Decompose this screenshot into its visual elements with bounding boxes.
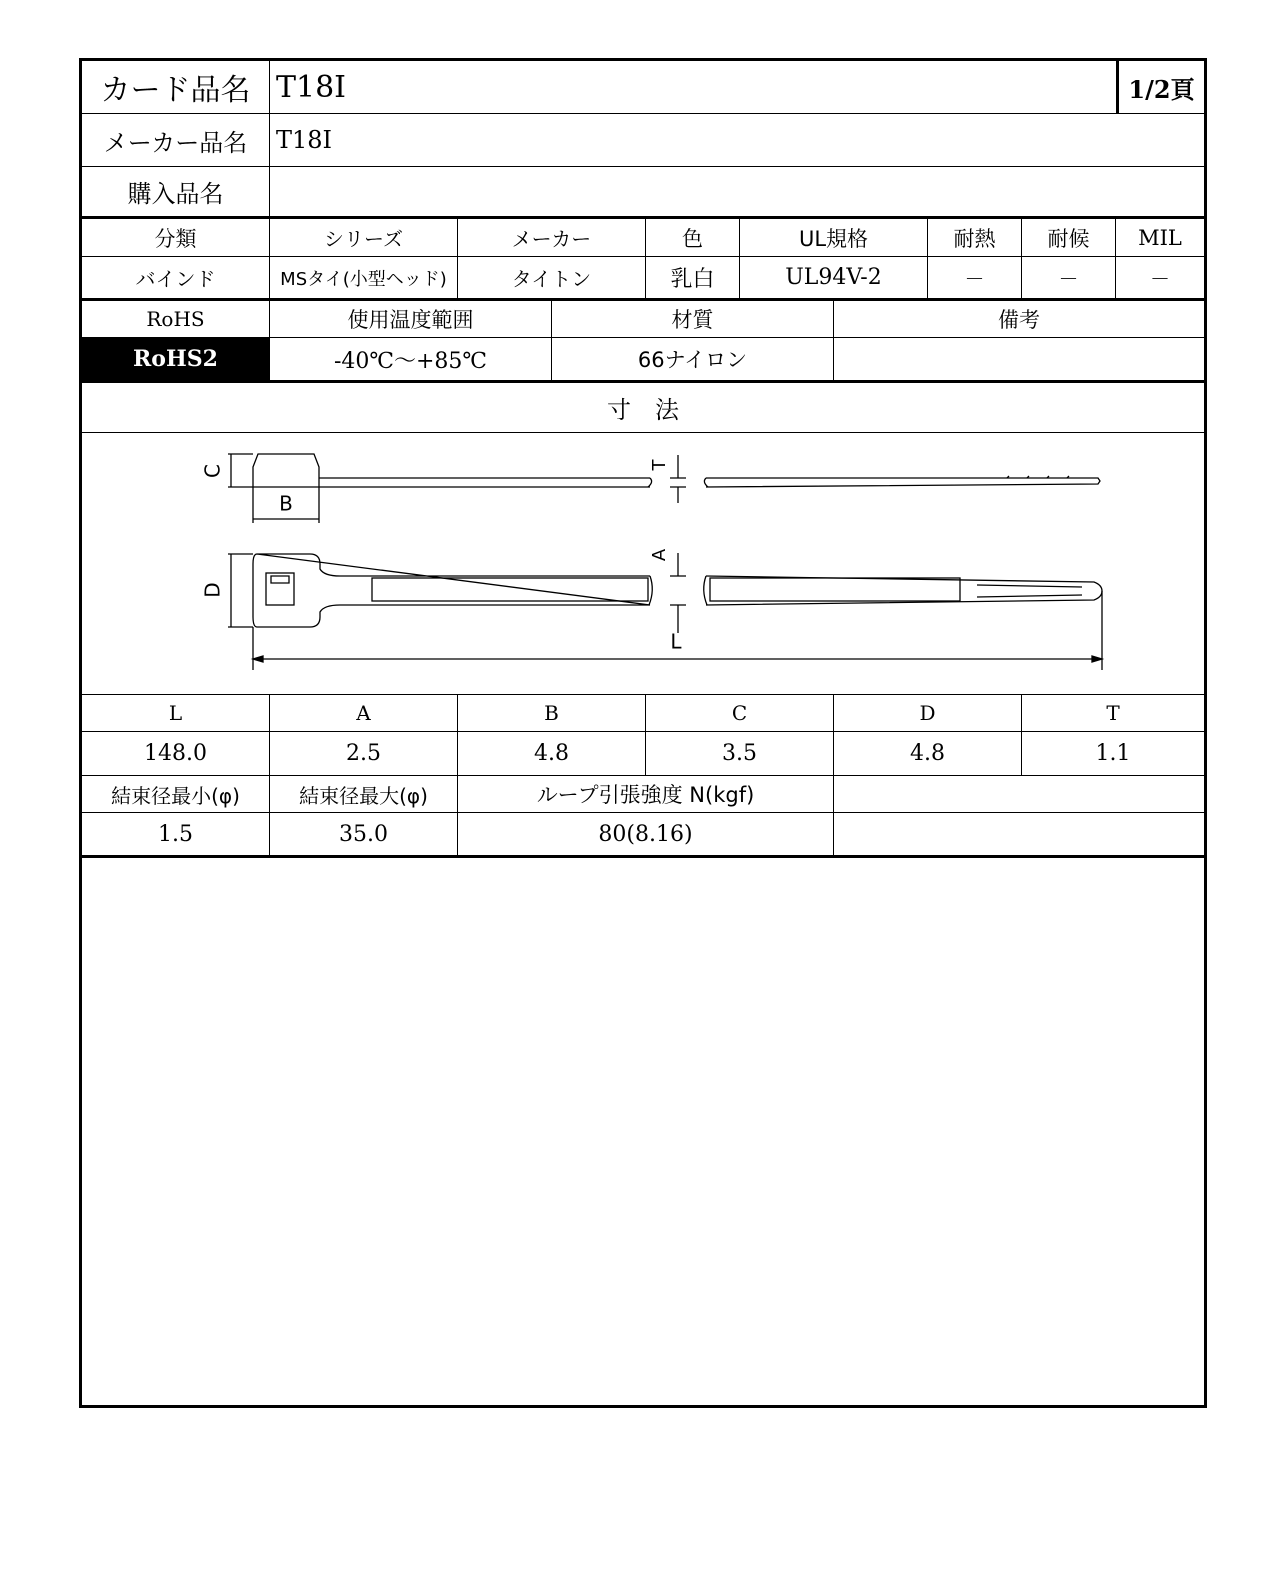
spec-header-color: 色 — [645, 219, 739, 256]
spec-value-category: バインド — [135, 267, 216, 291]
drawing-area — [82, 433, 1204, 695]
dim-header-l: L — [168, 701, 183, 725]
bundle-extra-header — [833, 776, 1204, 812]
dim-value-t: 1.1 — [1021, 732, 1204, 775]
spec-header-category: 分類 — [154, 226, 197, 251]
side-break-left — [648, 478, 652, 487]
dim-header-b: B — [457, 695, 645, 731]
remarks-header: 備考 — [833, 301, 1204, 337]
card-name-row — [82, 61, 1204, 114]
spec-header-ul: UL規格 — [739, 219, 927, 256]
label-c: C — [200, 464, 225, 478]
top-view-teeth-left — [372, 578, 648, 601]
top-view-tail-lines — [977, 585, 1082, 597]
spec-header-maker: メーカー — [457, 219, 645, 256]
dimensions-title-row — [82, 383, 1204, 433]
dim-line-t — [670, 455, 686, 503]
spec-value-maker: タイトン — [457, 257, 645, 298]
dim-value-l: 148.0 — [144, 741, 207, 766]
top-view-lock-window — [266, 573, 294, 605]
rohs-header-row — [82, 301, 1204, 338]
bundle-min-header: 結束径最小(φ) — [111, 783, 240, 808]
top-break-right — [704, 576, 707, 605]
dim-line-c — [228, 454, 253, 487]
dim-line-a — [670, 553, 686, 633]
spec-value-weather: － — [1021, 257, 1115, 298]
loop-strength-header: ループ引張強度 N(kgf) — [457, 776, 833, 812]
dims-value-row — [82, 732, 1204, 776]
top-view-teeth-right — [710, 578, 960, 601]
bundle-max-header: 結束径最大(φ) — [269, 776, 457, 812]
dim-header-t: T — [1021, 695, 1204, 731]
spec-value-row — [82, 257, 1204, 301]
spec-value-mil: － — [1115, 257, 1204, 298]
rohs-header: RoHS — [146, 307, 205, 331]
cable-tie-drawing — [82, 433, 1204, 695]
purchase-name-value — [269, 167, 1204, 216]
side-view-strap-right — [706, 478, 1100, 487]
spec-value-series: MSタイ(小型ヘッド) — [269, 257, 457, 298]
side-view-strap-left — [319, 478, 650, 487]
maker-name-label: メーカー品名 — [103, 128, 248, 157]
label-a: A — [649, 548, 670, 562]
label-l: L — [670, 629, 682, 654]
side-view-head — [253, 454, 319, 487]
spec-header-heat: 耐熱 — [927, 219, 1021, 256]
dim-value-c: 3.5 — [645, 732, 833, 775]
spec-header-row — [82, 219, 1204, 257]
bundle-value-row — [82, 813, 1204, 858]
remarks-value — [833, 338, 1204, 380]
top-break-left — [649, 576, 652, 605]
label-b: B — [279, 491, 293, 516]
dimensions-title: 寸 法 — [607, 396, 679, 424]
rohs-badge: RoHS2 — [82, 338, 269, 380]
top-view-pawl — [271, 576, 289, 583]
temp-range-header: 使用温度範囲 — [269, 301, 551, 337]
maker-name-value: T18I — [269, 114, 1204, 166]
dim-value-a: 2.5 — [269, 732, 457, 775]
dim-value-b: 4.8 — [457, 732, 645, 775]
dims-header-row — [82, 695, 1204, 732]
dim-value-d: 4.8 — [833, 732, 1021, 775]
label-t: T — [649, 459, 670, 471]
dim-header-c: C — [645, 695, 833, 731]
spec-value-heat: － — [927, 257, 1021, 298]
page-number: 1/2頁 — [1116, 61, 1204, 113]
spec-value-ul: UL94V-2 — [739, 257, 927, 298]
bundle-header-row — [82, 776, 1204, 813]
bundle-max-value: 35.0 — [269, 813, 457, 855]
card-name-value: T18I — [269, 61, 1116, 113]
temp-range-value: -40℃～+85℃ — [269, 338, 551, 380]
bundle-extra-value — [833, 813, 1204, 855]
spec-value-color: 乳白 — [645, 257, 739, 298]
dim-line-d — [228, 554, 253, 627]
material-header: 材質 — [551, 301, 833, 337]
purchase-name-row — [82, 167, 1204, 219]
label-d: D — [200, 582, 225, 598]
purchase-name-label: 購入品名 — [127, 180, 224, 208]
loop-strength-value: 80(8.16) — [457, 813, 833, 855]
dim-header-d: D — [833, 695, 1021, 731]
top-view-head — [253, 554, 650, 627]
bundle-min-value: 1.5 — [158, 821, 193, 847]
spec-header-series: シリーズ — [269, 219, 457, 256]
spec-header-mil: MIL — [1115, 219, 1204, 256]
side-break-right — [704, 478, 708, 487]
blank-area — [82, 858, 1204, 1405]
dim-header-a: A — [269, 695, 457, 731]
spec-sheet — [79, 58, 1207, 1408]
maker-name-row — [82, 114, 1204, 167]
material-value: 66ナイロン — [551, 338, 833, 380]
rohs-value-row — [82, 338, 1204, 383]
spec-header-weather: 耐候 — [1021, 219, 1115, 256]
card-name-label: カード品名 — [100, 73, 251, 108]
